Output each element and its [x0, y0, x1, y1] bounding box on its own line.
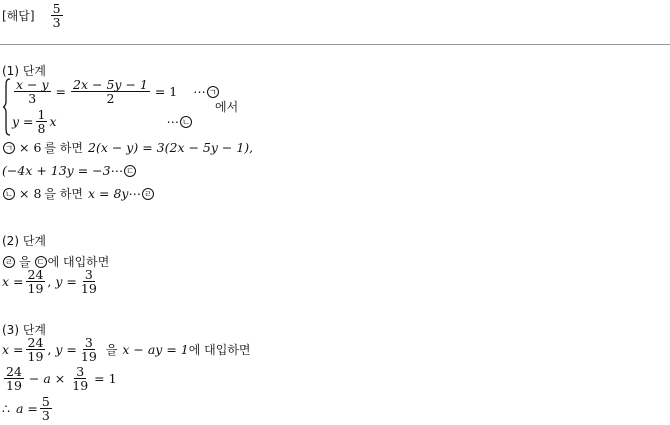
fraction: $\frac{24}{19}$ — [6, 364, 22, 394]
fraction: $\frac{3}{19}$ — [72, 364, 89, 394]
step1-heading: (1) 단계 — [2, 64, 46, 78]
step3-line-3: ∴ a = $\frac{5}{3}$ — [2, 394, 50, 424]
fraction: $\frac{24}{19}$ — [27, 335, 44, 365]
step3-heading: (3) 단계 — [2, 323, 46, 337]
fraction: $\frac{2x - 5y - 1}{2}$ — [73, 77, 148, 107]
step2-line-1: ㄹ 을 ㄷ 에 대입하면 — [4, 255, 110, 269]
system-equation-2: y = $\frac{1}{8}$ x ⋯ ㄴ — [12, 107, 191, 137]
step2-line-2: x = $\frac{24}{19}$ , y = $\frac{3}{19}$ — [2, 267, 97, 297]
suffix-text: 에서 — [215, 100, 239, 114]
answer-denominator: 3 — [52, 15, 61, 31]
fraction: $\frac{5}{3}$ — [41, 394, 50, 424]
step2-heading: (2) 단계 — [2, 234, 46, 248]
step1-line-1: ㄱ × 6 를 하면 2(x − y) = 3(2x − 5y − 1), — [4, 140, 254, 155]
step3-line-1: x = $\frac{24}{19}$ , y = $\frac{3}{19}$ 을 x − ay = 1 에 대입하면 — [2, 335, 251, 365]
system-equation-1: $\frac{x - y}{3}$ = $\frac{2x - 5y - 1}{2}$ = 1 ⋯ ㄱ — [16, 77, 217, 107]
fraction: $\frac{24}{19}$ — [27, 267, 44, 297]
divider — [0, 44, 670, 45]
fraction: $\frac{1}{8}$ — [37, 107, 46, 137]
left-brace — [2, 78, 11, 136]
step1-line-2: (−4x + 13y = −3 ⋯ ㄷ — [2, 163, 135, 178]
step3-line-2: $\frac{24}{19}$ − a × $\frac{3}{19}$ = 1 — [6, 364, 117, 394]
fraction: $\frac{3}{19}$ — [80, 267, 97, 297]
answer-line — [2, 2, 65, 29]
circled-mark: ㄱ — [208, 87, 217, 98]
answer-numerator: 5 — [52, 1, 61, 16]
fraction: $\frac{3}{19}$ — [80, 335, 97, 365]
answer-label: [해답] — [2, 9, 35, 24]
fraction: $\frac{x - y}{3}$ — [16, 77, 49, 107]
answer-fraction — [51, 2, 63, 29]
equation-system — [2, 78, 262, 136]
circled-mark: ㄴ — [181, 117, 191, 128]
step1-line-3: ㄴ × 8 을 하면 x = 8y ⋯ ㄹ — [4, 186, 153, 201]
